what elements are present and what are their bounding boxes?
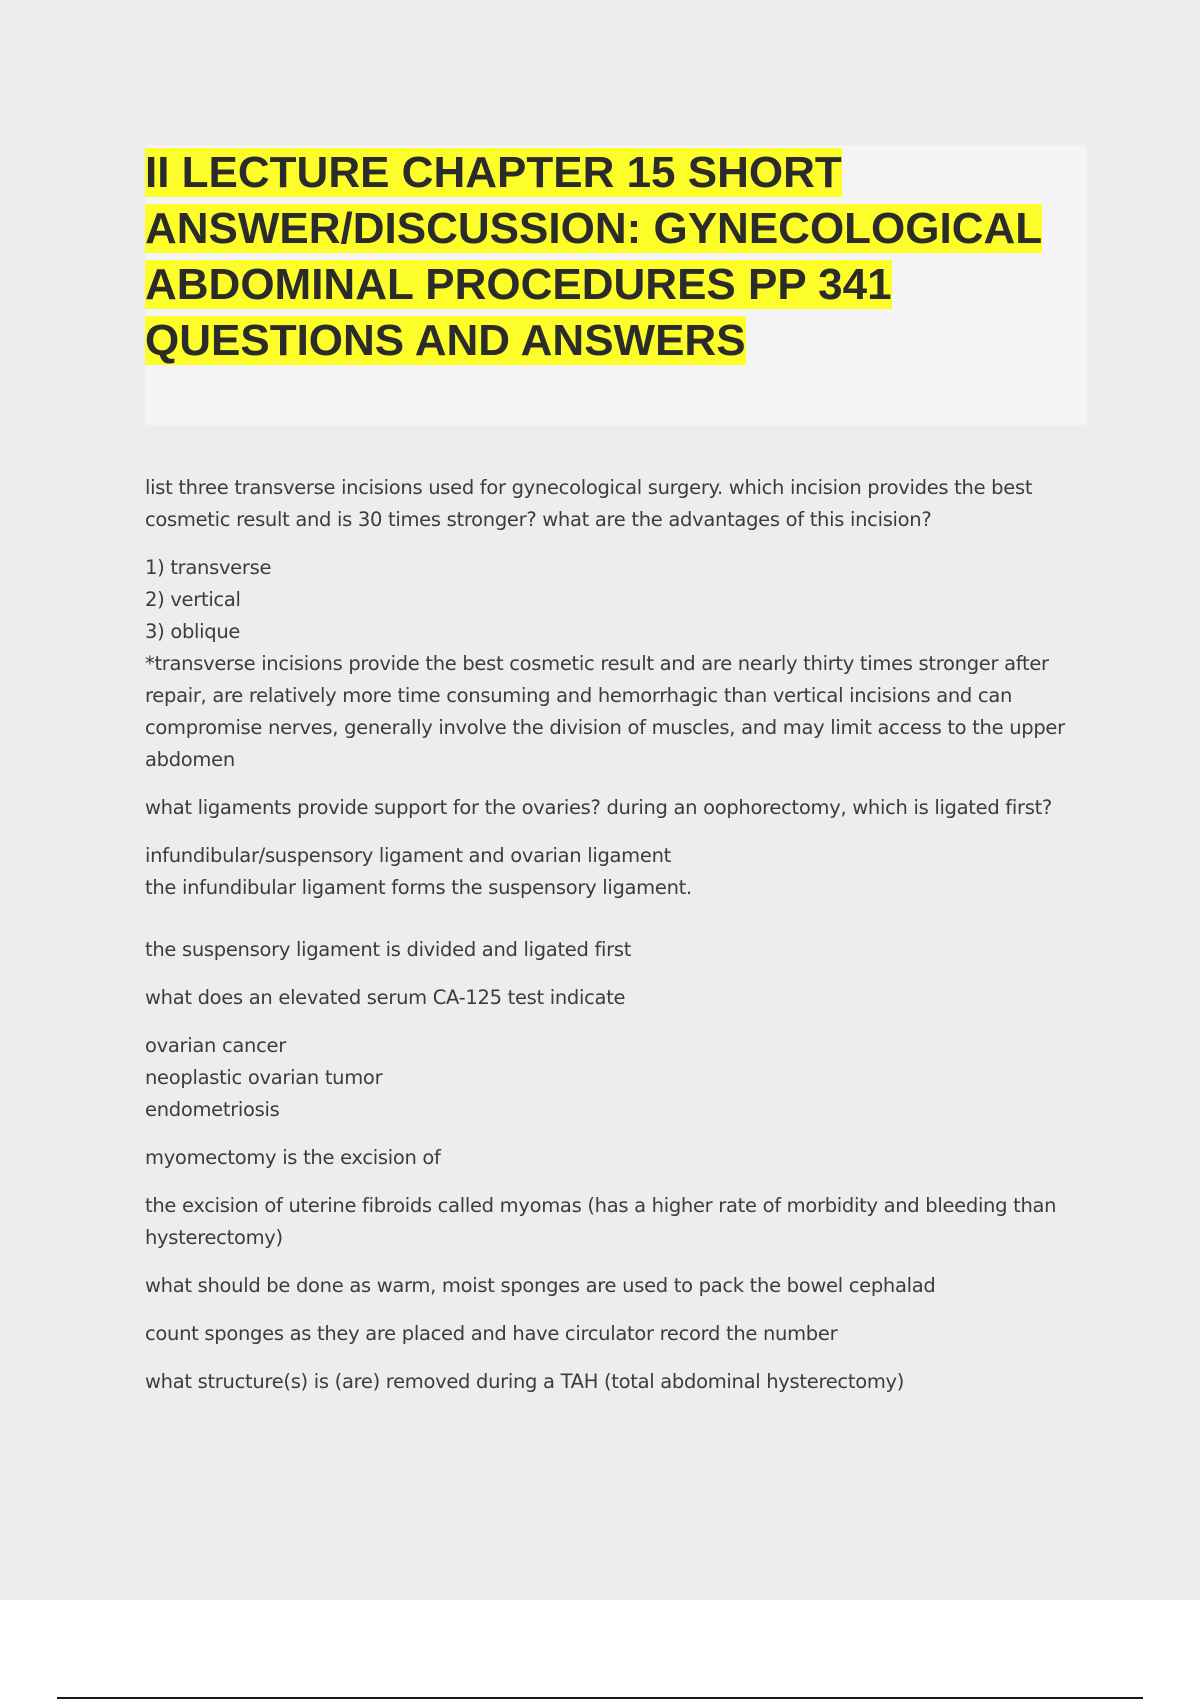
paragraph — [145, 792, 1090, 824]
text-line: 2) vertical — [145, 588, 241, 611]
title-block — [145, 145, 1087, 425]
document-body — [145, 472, 1090, 1414]
text-line: the infundibular ligament forms the suspensory ligament. — [145, 876, 692, 899]
text-line: ovarian cancer — [145, 1034, 286, 1057]
paragraph-spacer — [145, 920, 1090, 934]
paragraph — [145, 1366, 1090, 1398]
text-line: hysterectomy) — [145, 1226, 283, 1249]
text-line: myomectomy is the excision of — [145, 1146, 441, 1169]
text-line: neoplastic ovarian tumor — [145, 1066, 383, 1089]
paragraph — [145, 1318, 1090, 1350]
text-line: infundibular/suspensory ligament and ovarian ligament — [145, 844, 671, 867]
paragraph — [145, 1142, 1090, 1174]
paragraph — [145, 472, 1090, 536]
text-line: repair, are relatively more time consuming and hemorrhagic than vertical incisions and can — [145, 684, 1013, 707]
text-line: *transverse incisions provide the best cosmetic result and are nearly thirty times stronger after — [145, 652, 1049, 675]
text-line: compromise nerves, generally involve the division of muscles, and may limit access to the upper — [145, 716, 1065, 739]
paragraph — [145, 1190, 1090, 1254]
text-line: 3) oblique — [145, 620, 241, 643]
paragraph — [145, 1270, 1090, 1302]
text-line: what does an elevated serum CA-125 test indicate — [145, 986, 626, 1009]
text-line: the suspensory ligament is divided and ligated first — [145, 938, 632, 961]
text-line: what should be done as warm, moist sponges are used to pack the bowel cephalad — [145, 1274, 936, 1297]
text-line: what structure(s) is (are) removed during a TAH (total abdominal hysterectomy) — [145, 1370, 905, 1393]
title-highlight: II LECTURE CHAPTER 15 SHORT ANSWER/DISCUSSION: GYNECOLOGICAL ABDOMINAL PROCEDURES PP 341 QUESTIONS AND ANSWERS — [145, 148, 1043, 365]
paragraph — [145, 840, 1090, 904]
text-line: what ligaments provide support for the ovaries? during an oophorectomy, which is ligated first? — [145, 796, 1052, 819]
text-line: endometriosis — [145, 1098, 280, 1121]
text-line: the excision of uterine fibroids called myomas (has a higher rate of morbidity and bleeding than — [145, 1194, 1057, 1217]
paragraph — [145, 552, 1090, 776]
text-line: cosmetic result and is 30 times stronger? what are the advantages of this incision? — [145, 508, 932, 531]
paragraph — [145, 982, 1090, 1014]
text-line: list three transverse incisions used for gynecological surgery. which incision provides the best — [145, 476, 1033, 499]
footer-divider — [57, 1697, 1143, 1699]
text-line: count sponges as they are placed and have circulator record the number — [145, 1322, 838, 1345]
document-title — [145, 145, 1087, 369]
paragraph — [145, 934, 1090, 966]
text-line: abdomen — [145, 748, 235, 771]
text-line: 1) transverse — [145, 556, 272, 579]
paragraph — [145, 1030, 1090, 1126]
